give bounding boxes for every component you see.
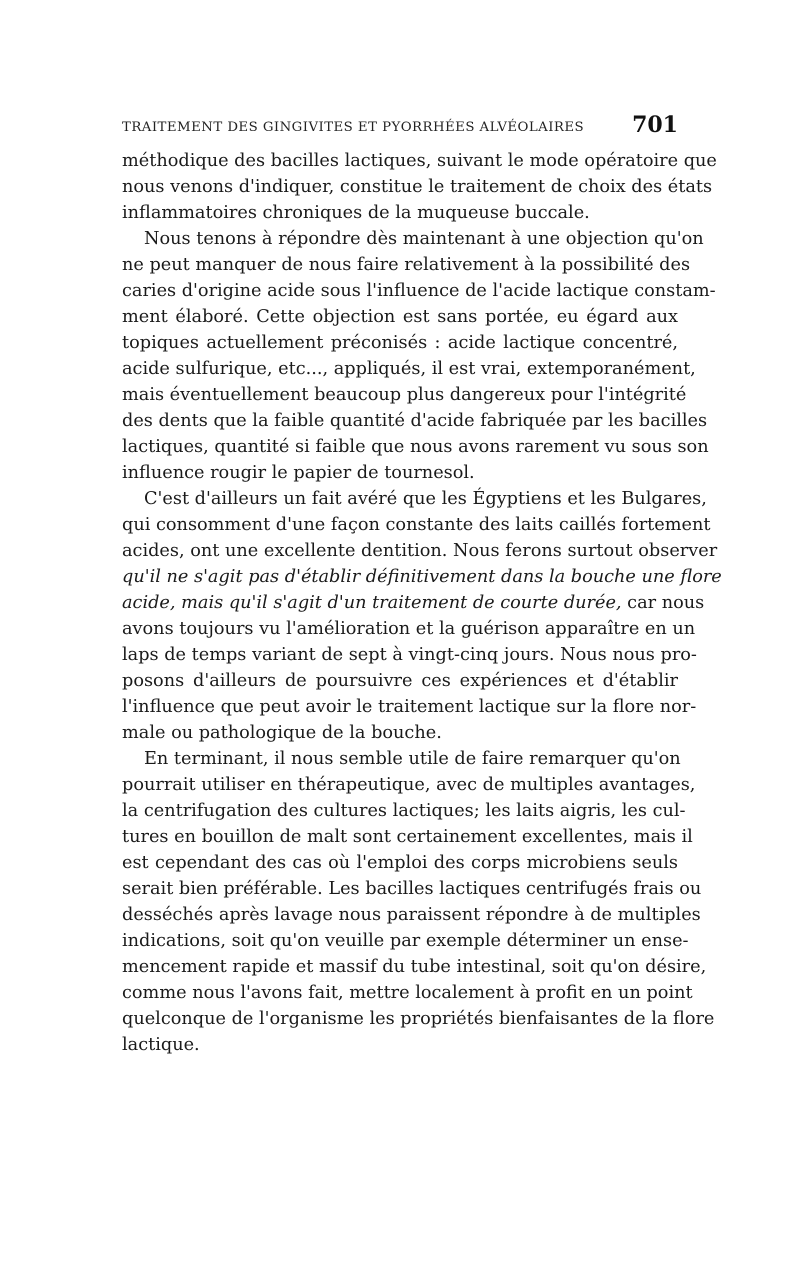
text-line: caries d'origine acide sous l'influence de l'acide lactique constam- [122,281,716,301]
text-line: quelconque de l'organisme les propriétés bienfaisantes de la flore [122,1009,715,1029]
text-line: l'influence que peut avoir le traitement lactique sur la flore nor- [122,697,697,717]
regular-run: car nous [621,593,705,613]
text-line: Nous tenons à répondre dès maintenant à une objection qu'on [144,229,704,249]
text-line: mais éventuellement beaucoup plus dangereux pour l'intégrité [122,385,687,405]
text-line: desséchés après lavage nous paraissent répondre à de multiples [122,905,701,925]
text-line: laps de temps variant de sept à vingt-cinq jours. Nous nous pro- [122,645,697,665]
text-line: mencement rapide et massif du tube intestinal, soit qu'on désire, [122,957,707,977]
italic-text-line: qu'il ne s'agit pas d'établir définitivement dans la bouche une flore [122,567,722,587]
text-line: est cependant des cas où l'emploi des corps microbiens seuls [122,853,678,873]
text-line: inflammatoires chroniques de la muqueuse buccale. [122,203,590,223]
text-line: ment élaboré. Cette objection est sans portée, eu égard aux [122,307,678,327]
text-line: lactiques, quantité si faible que nous avons rarement vu sous son [122,437,709,457]
text-line: topiques actuellement préconisés : acide lactique concentré, [122,333,678,353]
text-line: acides, ont une excellente dentition. Nous ferons surtout observer [122,541,718,561]
text-line: posons d'ailleurs de poursuivre ces expériences et d'établir [122,671,678,691]
page-number: 701 [632,112,678,138]
text-line: qui consomment d'une façon constante des laits caillés fortement [122,515,711,535]
text-line: ne peut manquer de nous faire relativement à la possibilité des [122,255,691,275]
text-line: acide sulfurique, etc..., appliqués, il est vrai, extemporanément, [122,359,696,379]
text-line: comme nous l'avons fait, mettre localement à profit en un point [122,983,693,1003]
italic-run: acide, mais qu'il s'agit d'un traitement de courte durée, [122,593,622,613]
text-line: serait bien préférable. Les bacilles lactiques centrifugés frais ou [122,879,702,899]
text-line: méthodique des bacilles lactiques, suivant le mode opératoire que [122,151,717,171]
text-line: influence rougir le papier de tournesol. [122,463,475,483]
text-line: male ou pathologique de la bouche. [122,723,442,743]
body-text [122,148,722,1058]
text-line: pourrait utiliser en thérapeutique, avec de multiples avantages, [122,775,696,795]
text-line: nous venons d'indiquer, constitue le traitement de choix des états [122,177,713,197]
text-line: indications, soit qu'on veuille par exemple déterminer un ense- [122,931,689,951]
text-line: En terminant, il nous semble utile de faire remarquer qu'on [144,749,681,769]
text-line: la centrifugation des cultures lactiques; les laits aigris, les cul- [122,801,686,821]
running-head [122,112,678,142]
running-title: TRAITEMENT DES GINGIVITES ET PYORRHÉES ALVÉOLAIRES [122,120,585,135]
mixed-italic-text-line [122,590,705,616]
text-line: des dents que la faible quantité d'acide fabriquée par les bacilles [122,411,708,431]
text-line: C'est d'ailleurs un fait avéré que les Égyptiens et les Bulgares, [144,489,707,509]
text-line: tures en bouillon de malt sont certainement excellentes, mais il [122,827,693,847]
text-line: avons toujours vu l'amélioration et la guérison apparaître en un [122,619,696,639]
text-line: lactique. [122,1035,200,1055]
